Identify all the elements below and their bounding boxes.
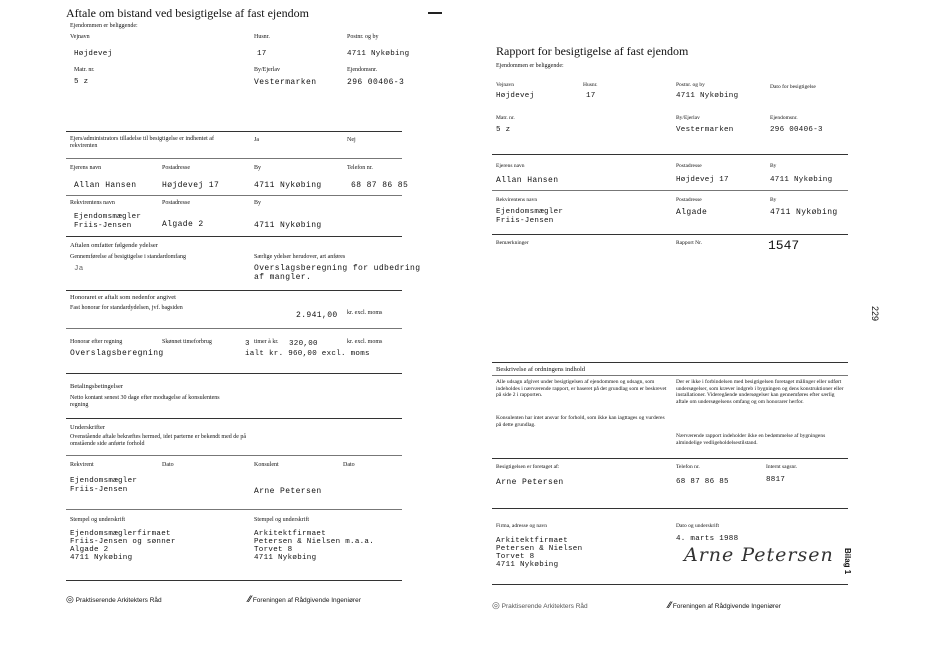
- right-signature: Arne Petersen: [684, 544, 834, 566]
- left-fee-unit: kr. excl. moms: [347, 310, 383, 316]
- left-label-dato: Dato: [162, 462, 174, 468]
- right-label-report: Rapport Nr.: [676, 240, 702, 246]
- left-scope-label2: Særlige ydelser herudover, art anføres: [254, 254, 346, 260]
- left-section-property: Ejendommen er beliggende:: [70, 23, 138, 29]
- right-label-remarks: Bemærkninger: [496, 240, 529, 246]
- left-owner-addr: Højdevej 17: [162, 181, 220, 190]
- left-label-requester: Rekvirentens navn: [70, 200, 115, 206]
- right-firm-line1: Arkitektfirmaet: [496, 537, 569, 545]
- left-fee2-label2: Skønnet timeforbrug: [162, 339, 212, 345]
- left-scope-head: Aftalen omfatter følgende ydelser: [70, 242, 158, 249]
- left-label-owner: Ejerens navn: [70, 165, 102, 171]
- right-footer-engineers: ⁄⁄ Foreningen af Rådgivende Ingeniører: [668, 600, 781, 610]
- left-matr: 5 z: [74, 78, 89, 86]
- right-sign-date: 4. marts 1988: [676, 535, 739, 543]
- right-label-date-sign: Dato og underskrift: [676, 523, 720, 529]
- right-label-addr: Postadresse: [676, 163, 702, 169]
- left-label-kons: Konsulent: [254, 462, 279, 468]
- page-number: 229: [870, 306, 880, 322]
- left-pay-head: Betalingsbetingelser: [70, 383, 124, 390]
- right-requester-line1: Ejendomsmægler: [496, 208, 564, 216]
- right-road: Højdevej: [496, 92, 535, 100]
- left-city: Vestermarken: [254, 78, 317, 87]
- right-desc-left: Alle udsagn afgivet under besigtigelsen af ejendommen og udsagn, som indeholdes i nærværende rapport, er baseret på det grundlag som er beskrevet på side 2 i rapporten.: [496, 379, 667, 399]
- right-label-req-addr: Postadresse: [676, 197, 702, 203]
- left-label-stamp1: Stempel og underskrift: [70, 517, 125, 523]
- right-report-number: 1547: [768, 238, 800, 253]
- left-sign-text: Ovenstående aftale bekræftes hermed, idet parterne er bekendt med de på omstående side anførte forhold: [70, 434, 247, 447]
- left-label-matr: Matr. nr.: [74, 67, 95, 73]
- left-scope-val2-line1: Overslagsberegning for udbedring: [254, 264, 421, 273]
- right-label-internal: Internt sagsnr.: [766, 464, 798, 470]
- left-fee-head: Honoraret er aftalt som nedenfor angivet: [70, 294, 176, 301]
- left-owner-city: 4711 Nykøbing: [254, 181, 322, 190]
- left-fee2-rate: 320,00: [289, 340, 318, 348]
- right-label-house: Husnr.: [583, 82, 598, 88]
- left-label-rekv: Rekvirent: [70, 462, 94, 468]
- right-label-postal: Postnr. og by: [676, 82, 705, 88]
- left-requester-line2: Friis-Jensen: [74, 222, 132, 230]
- left-stamp1-line3: Algade 2: [70, 546, 109, 554]
- right-matr: 5 z: [496, 126, 511, 134]
- left-fee-label: Fast honorar for standardydelsen, jvf. bagsiden: [70, 305, 183, 311]
- left-footer-engineers: ⁄⁄ Foreningen af Rådgivende Ingeniører: [248, 594, 361, 604]
- right-label-city: By/Ejerlav: [676, 115, 700, 121]
- left-label-req-by: By: [254, 200, 262, 206]
- left-house: 17: [257, 50, 267, 58]
- left-scope-label1: Gennemførelse af besigtigelse i standardomfang: [70, 254, 186, 260]
- right-owner-addr: Højdevej 17: [676, 176, 729, 184]
- left-stamp1-line2: Friis-Jensen og sønner: [70, 538, 176, 546]
- left-ejd: 296 00406-3: [347, 78, 405, 87]
- left-fee-value: 2.941,00: [296, 311, 338, 320]
- left-label-ejd: Ejendomsnr.: [347, 67, 378, 73]
- right-label-firm: Firma, adresse og navn: [496, 523, 548, 529]
- right-postal: 4711 Nykøbing: [676, 92, 739, 100]
- right-label-date: Dato for besigtigelse: [770, 84, 816, 90]
- left-kons: Arne Petersen: [254, 487, 322, 496]
- left-stamp1-line4: 4711 Nykøbing: [70, 554, 133, 562]
- left-postal: 4711 Nykøbing: [347, 50, 410, 58]
- left-title: Aftale om bistand ved besigtigelse af fast ejendom: [66, 6, 309, 20]
- left-label-stamp2: Stempel og underskrift: [254, 517, 309, 523]
- right-firm-line2: Petersen & Nielsen: [496, 545, 583, 553]
- right-ejd: 296 00406-3: [770, 126, 823, 134]
- left-label-city: By/Ejerlav: [254, 67, 280, 73]
- left-stamp2-line3: Torvet 8: [254, 546, 293, 554]
- left-consent-no: Nej: [347, 137, 356, 143]
- left-req-city: 4711 Nykøbing: [254, 221, 322, 230]
- right-label-owner: Ejerens navn: [496, 163, 525, 169]
- right-label-matr: Matr. nr.: [496, 115, 515, 121]
- right-desc-right: Der er ikke i forbindelsen med besigtigelsen foretaget målinger eller udført undersøgelser, som kræver indgreb i bygningen og dens konstruktioner eller installationer. Videregående undersøgelser kan gennemføres efter særlig aftale om undersøgelsens omfang og om honorarer herfor.: [676, 379, 844, 405]
- right-done-by: Arne Petersen: [496, 478, 564, 487]
- left-owner: Allan Hansen: [74, 181, 137, 190]
- left-scope-val2-line2: af mangler.: [254, 273, 312, 282]
- right-city: Vestermarken: [676, 126, 734, 134]
- left-label-postal: Postnr. og by: [347, 34, 379, 40]
- left-label-phone: Telefon nr.: [347, 165, 373, 171]
- divider-mark: [428, 12, 442, 14]
- right-phone: 68 87 86 85: [676, 478, 729, 486]
- left-label-req-addr: Postadresse: [162, 200, 190, 206]
- right-firm-line3: Torvet 8: [496, 553, 535, 561]
- right-requester-line2: Friis-Jensen: [496, 217, 554, 225]
- left-label-by: By: [254, 165, 262, 171]
- left-fee2-total: ialt kr. 960,00 excl. moms: [245, 350, 370, 358]
- left-fee2-label1: Honorar efter regning: [70, 339, 123, 345]
- right-desc-head: Beskrivelse af ordningens indhold: [496, 366, 585, 373]
- fri-logo-icon: ⁄⁄: [248, 594, 252, 604]
- left-stamp2-line1: Arkitektfirmaet: [254, 530, 327, 538]
- left-label-dato2: Dato: [343, 462, 355, 468]
- right-req-addr: Algade: [676, 208, 708, 217]
- left-label-road: Vejnavn: [70, 34, 90, 40]
- rings-logo-icon: ◎: [66, 594, 74, 604]
- right-desc-right2: Nærværende rapport indeholder ikke en bedømmelse af bygningens almindelige vedligeholdelsestilstand.: [676, 433, 826, 446]
- left-rekv-line1: Ejendomsmægler: [70, 477, 138, 485]
- rings-logo-icon: ◎: [492, 600, 500, 610]
- left-consent-text: Ejers/administrators tilladelse til besigtigelse er indhentet af rekvirenten: [70, 136, 214, 149]
- left-stamp2-line2: Petersen & Nielsen m.a.a.: [254, 538, 375, 546]
- left-sign-head: Underskrifter: [70, 424, 106, 431]
- left-owner-phone: 68 87 86 85: [351, 181, 409, 190]
- left-req-addr: Algade 2: [162, 220, 204, 229]
- right-section-property: Ejendommen er beliggende:: [496, 63, 564, 69]
- left-fee2-label4: kr. excl. moms: [347, 339, 383, 345]
- right-label-road: Vejnavn: [496, 82, 515, 88]
- right-footer-architects: ◎ Praktiserende Arkitekters Råd: [492, 600, 588, 610]
- right-label-ejd: Ejendomsnr.: [770, 115, 798, 121]
- right-label-phone: Telefon nr.: [676, 464, 700, 470]
- right-owner-city: 4711 Nykøbing: [770, 176, 833, 184]
- left-requester-line1: Ejendomsmægler: [74, 213, 142, 221]
- left-label-addr: Postadresse: [162, 165, 190, 171]
- left-consent-yes: Ja: [254, 137, 259, 143]
- left-fee2-value: Overslagsberegning: [70, 349, 164, 358]
- left-road: Højdevej: [74, 50, 113, 58]
- right-label-req-by: By: [770, 197, 777, 203]
- left-footer-architects: ◎ Praktiserende Arkitekters Råd: [66, 594, 162, 604]
- right-label-done-by: Besigtigelsen er foretaget af:: [496, 464, 560, 470]
- left-stamp2-line4: 4711 Nykøbing: [254, 554, 317, 562]
- left-rekv-line2: Friis-Jensen: [70, 486, 128, 494]
- right-internal: 8817: [766, 476, 786, 484]
- fri-logo-icon: ⁄⁄: [668, 600, 672, 610]
- left-scope-val1: Ja: [74, 265, 84, 273]
- right-firm-line4: 4711 Nykøbing: [496, 561, 559, 569]
- right-req-city: 4711 Nykøbing: [770, 208, 838, 217]
- right-label-requester: Rekvirentens navn: [496, 197, 538, 203]
- left-fee2-label3: timer à kr.: [254, 339, 279, 345]
- left-stamp1-line1: Ejendomsmæglerfirmaet: [70, 530, 171, 538]
- left-pay-text: Netto kontant senest 30 dage efter modtagelse af konsulentens regning: [70, 395, 220, 408]
- right-house: 17: [586, 92, 596, 100]
- bilag-label: Bilag 1: [843, 548, 852, 575]
- left-fee2-hours: 3: [245, 340, 250, 348]
- right-title: Rapport for besigtigelse af fast ejendom: [496, 44, 689, 58]
- right-desc-left2: Konsulenten har intet ansvar for forhold, som ikke kan iagttages og vurderes på dette grundlag.: [496, 415, 665, 428]
- right-label-by: By: [770, 163, 777, 169]
- left-label-house: Husnr.: [254, 34, 270, 40]
- right-owner: Allan Hansen: [496, 176, 559, 185]
